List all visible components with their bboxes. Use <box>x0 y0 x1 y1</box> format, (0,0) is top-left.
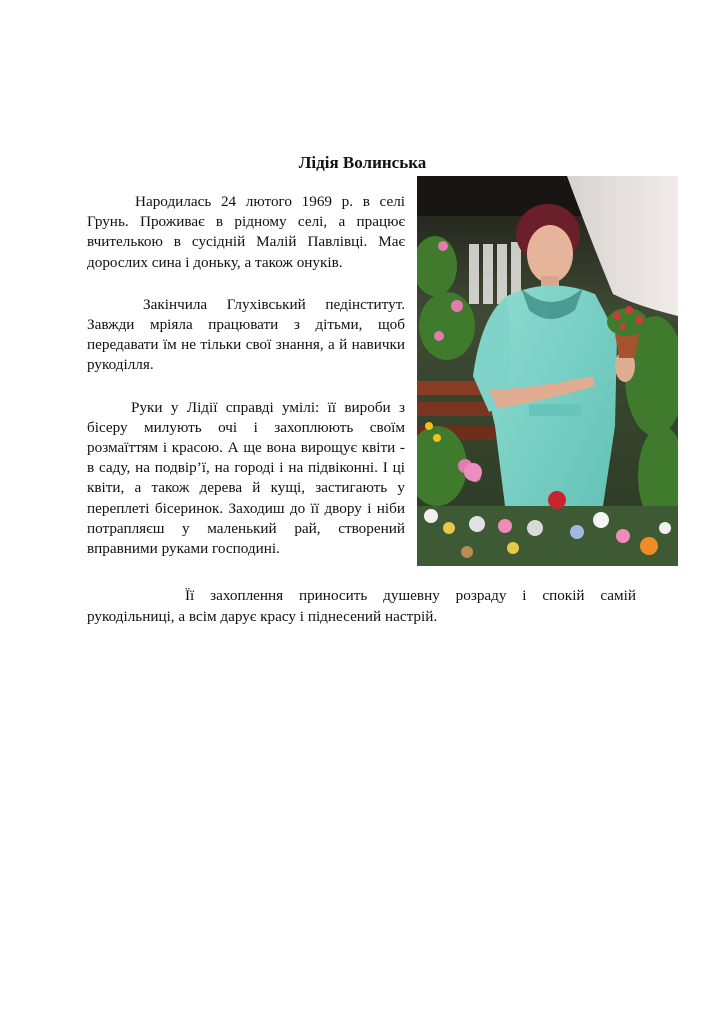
portrait-photo <box>417 176 678 566</box>
paragraph-handicraft: Руки у Лідії справді умілі: її вироби з бісеру милують очі і захоплюють своїм розмаїттям і красою. А ще вона вирощує квіти - в саду, на подвір’ї, на городі і на підвіконні. І ці квіти, а також дерева й кущі, застигають у переплеті бісеринок. Заходиш до її двору і ніби потрапляєш у маленький рай, створений вправними руками господині. <box>87 398 405 558</box>
portrait-photo-illustration <box>417 176 678 566</box>
paragraph-conclusion: Її захоплення приносить душевну розраду і спокій самій рукодільниці, а всім дарує красу і піднесений настрій. <box>87 587 636 625</box>
paragraph-education: Закінчила Глухівський педінститут. Завжди мріяла працювати з дітьми, щоб передавати їм не тільки свої знання, а й навички рукоділля. <box>87 295 405 374</box>
left-text-column <box>87 192 405 559</box>
page-title: Лідія Волинська <box>298 153 427 172</box>
paragraph-birth: Народилась 24 лютого 1969 р. в селі Грунь. Проживає в рідному селі, а працює вчителькою в сусідній Малій Павлівці. Має дорослих сина і доньку, а також онуків. <box>87 193 405 271</box>
